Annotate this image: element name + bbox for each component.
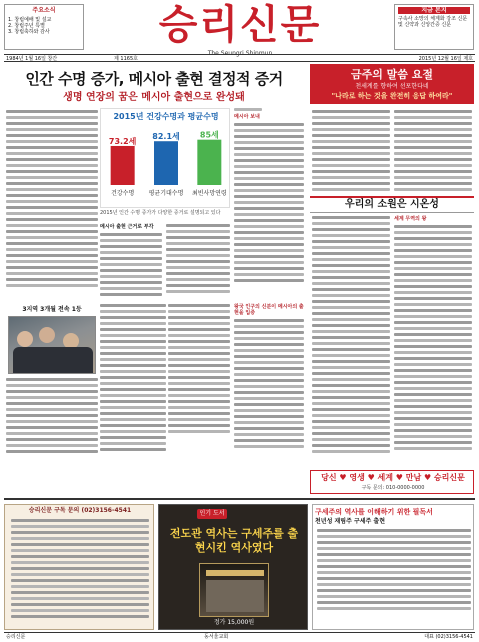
article-text-col3 [234, 108, 304, 298]
footer-right: 대표 (02)3156-4541 [424, 634, 473, 640]
issue-mid: 제 1165호 [114, 56, 138, 62]
article-text-lower-b [168, 304, 230, 464]
chart-svg [101, 123, 231, 207]
chart-bar [197, 140, 221, 185]
chart-value-label: 73.2세 [108, 136, 137, 146]
section-title: 우리의 소원은 시온성 [310, 196, 474, 213]
issue-right: 2015년 12월 16일 제호 [418, 56, 473, 62]
masthead-box-item: 3. 창립축하와 감사 [8, 29, 50, 35]
banner-sub: 천세계를 향하여 선포한다네 [355, 83, 429, 90]
masthead-right [394, 4, 474, 50]
section-label-inset: 메시아 출현 근거로 부각 [100, 224, 154, 230]
article-text-col1 [6, 110, 98, 298]
sidebar-banner [310, 64, 474, 104]
footer-mid: 동서울교회 [204, 634, 229, 640]
chart-category-label: 최빈사망연령 [191, 190, 227, 197]
photo-text [6, 378, 98, 458]
article-text-lower-c [234, 304, 304, 464]
issue-left: 1984년 1월 16일 창간 [6, 56, 58, 62]
article-photo [8, 316, 96, 374]
sidebar-text-d [394, 216, 472, 466]
subheadline: 생명 연장의 꿈은 메시아 출현으로 완성돼 [63, 92, 245, 103]
masthead-right-text: 구속사 소망의 체계화 강조 신문 및 신약과 신앙간증 신문 [398, 16, 468, 28]
chart-bar [154, 141, 178, 185]
ad-left-text [11, 519, 149, 621]
book-cover [199, 563, 269, 617]
ad-right [312, 504, 474, 630]
masthead-box [4, 4, 84, 50]
ad-left-top: 승리신문 구독 문의 (02)3156-4541 [28, 507, 132, 514]
ad-right-text [317, 529, 471, 613]
ad-book-label: 인기 도서 [197, 509, 227, 519]
ad-book [158, 504, 308, 630]
article-text-lower-a [100, 304, 166, 464]
chart-caption: 2015년 인간 수명 증가가 다양한 증거로 설명되고 있다 [100, 210, 221, 216]
promo-text: 당신 ♥ 영생 ♥ 세계 ♥ 만남 ♥ 승리신문 [321, 473, 465, 482]
ad-left [4, 504, 154, 630]
masthead [0, 0, 479, 62]
sidebar-text-b [394, 110, 472, 194]
chart-title: 2015년 건강수명과 평균수명 [113, 112, 219, 121]
article-text-col2b [166, 224, 230, 298]
masthead-box-title: 주요소식 [32, 7, 56, 14]
ad-right-title: 구세주의 역사를 이해하기 위한 필독서 [315, 508, 433, 516]
chart-bar [111, 146, 135, 185]
chart-panel [100, 108, 230, 208]
issue-bar [4, 54, 475, 62]
sidebar-text-c [312, 216, 390, 466]
article-text-col2 [100, 224, 162, 298]
banner-quote: "나라로 하는 것을 완전히 응답 하여라" [331, 92, 453, 100]
masthead-right-title: 지금 본지 [398, 7, 470, 14]
paper-subtitle: The Seungri Shinmun [207, 50, 273, 57]
chart-category-label: 건강수명 [111, 190, 135, 197]
promo-box [310, 470, 474, 494]
banner-title: 금주의 말씀 요절 [350, 68, 434, 81]
masthead-box-item: 2. 창립주년 특별 [8, 23, 45, 29]
footer [4, 632, 475, 641]
footer-left: 승리신문 [6, 634, 26, 640]
paper-title: 승리신문 [158, 1, 322, 48]
masthead-box-item: 1. 창립예배 및 설교 [8, 17, 52, 23]
bottom-rule [4, 498, 475, 500]
section-label-c: 세계 무역의 왕 [394, 216, 427, 222]
section-label-a: 메시아 보내 [234, 114, 260, 120]
headline: 인간 수명 증가, 메시아 출현 결정적 증거 [25, 70, 283, 88]
ad-book-price: 정가 15,000원 [213, 619, 255, 626]
chart-value-label: 85세 [199, 130, 219, 140]
chart-value-label: 82.1세 [152, 132, 180, 142]
ad-book-title: 전도관 역사는 구세주를 출현시킨 역사였다 [169, 527, 299, 554]
section-label-b: 왕국 인구의 신분이 메시아의 출현을 입증 [234, 304, 304, 316]
chart-category-label: 평균기대수명 [148, 190, 184, 197]
promo-phone: 구독 문의: 010-0000-0000 [361, 485, 425, 491]
sidebar-text-a [312, 110, 390, 194]
photo-caption: 3지역 3개월 전속 1등 [22, 306, 82, 313]
ad-right-sub: 천년성 재림주 구세주 출현 [315, 518, 386, 525]
